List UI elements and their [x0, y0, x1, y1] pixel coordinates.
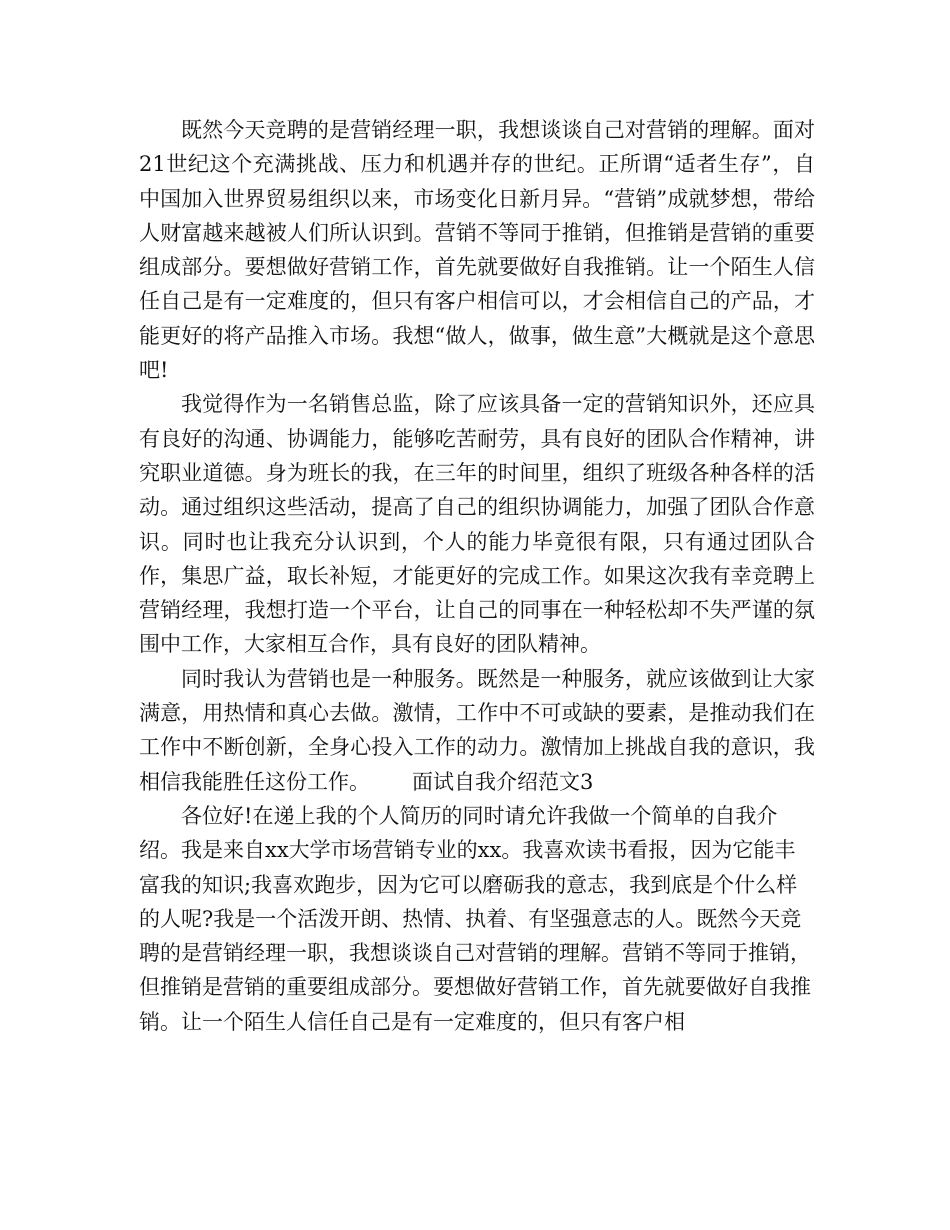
paragraph-self-introduction: 各位好!在递上我的个人简历的同时请允许我做一个简单的自我介绍。我是来自xx大学市场营销专业的xx。我喜欢读书看报，因为它能丰富我的知识;我喜欢跑步，因为它可以磨砺我的意志，我到底是个什么样的人呢?我是一个活泼开朗、热情、执着、有坚强意志的人。既然今天竞聘的是营销经理一职，我想谈谈自己对营销的理解。营销不等同于推销，但推销是营销的重要组成部分。要想做好营销工作，首先就要做好自我推销。让一个陌生人信任自己是有一定难度的，但只有客户相: [139, 803, 811, 1034]
paragraph-marketing-service: [139, 662, 815, 799]
paragraph-sales-director: 我觉得作为一名销售总监，除了应该具备一定的营销知识外，还应具有良好的沟通、协调能力，能够吃苦耐劳，具有良好的团队合作精神，讲究职业道德。身为班长的我，在三年的时间里，组织了班级各种各样的活动。通过组织这些活动，提高了自己的组织协调能力，加强了团队合作意识。同时也让我充分认识到，个人的能力毕竟很有限，只有通过团队合作，集思广益，取长补短，才能更好的完成工作。如果这次我有幸竞聘上营销经理，我想打造一个平台，让自己的同事在一种轻松却不失严谨的氛围中工作，大家相互合作，具有良好的团队精神。: [139, 392, 815, 657]
paragraph-marketing-understanding: 既然今天竞聘的是营销经理一职，我想谈谈自己对营销的理解。面对21世纪这个充满挑战、压力和机遇并存的世纪。正所谓“适者生存”，自中国加入世界贸易组织以来，市场变化日新月异。“营销”成就梦想，带给人财富越来越被人们所认识到。营销不等同于推销，但推销是营销的重要组成部分。要想做好营销工作，首先就要做好自我推销。让一个陌生人信任自己是有一定难度的，但只有客户相信可以，才会相信自己的产品，才能更好的将产品推入市场。我想“做人，做事，做生意”大概就是这个意思吧!: [139, 118, 815, 383]
paragraph-marketing-service-text: 同时我认为营销也是一种服务。既然是一种服务，就应该做到让大家满意，用热情和真心去做。激情，工作中不可或缺的要素，是推动我们在工作中不断创新，全身心投入工作的动力。激情加上挑战自我的意识，我相信我能胜任这份工作。: [139, 666, 815, 794]
section-heading: 面试自我介绍范文3: [412, 769, 594, 794]
document-page: [139, 113, 815, 1039]
